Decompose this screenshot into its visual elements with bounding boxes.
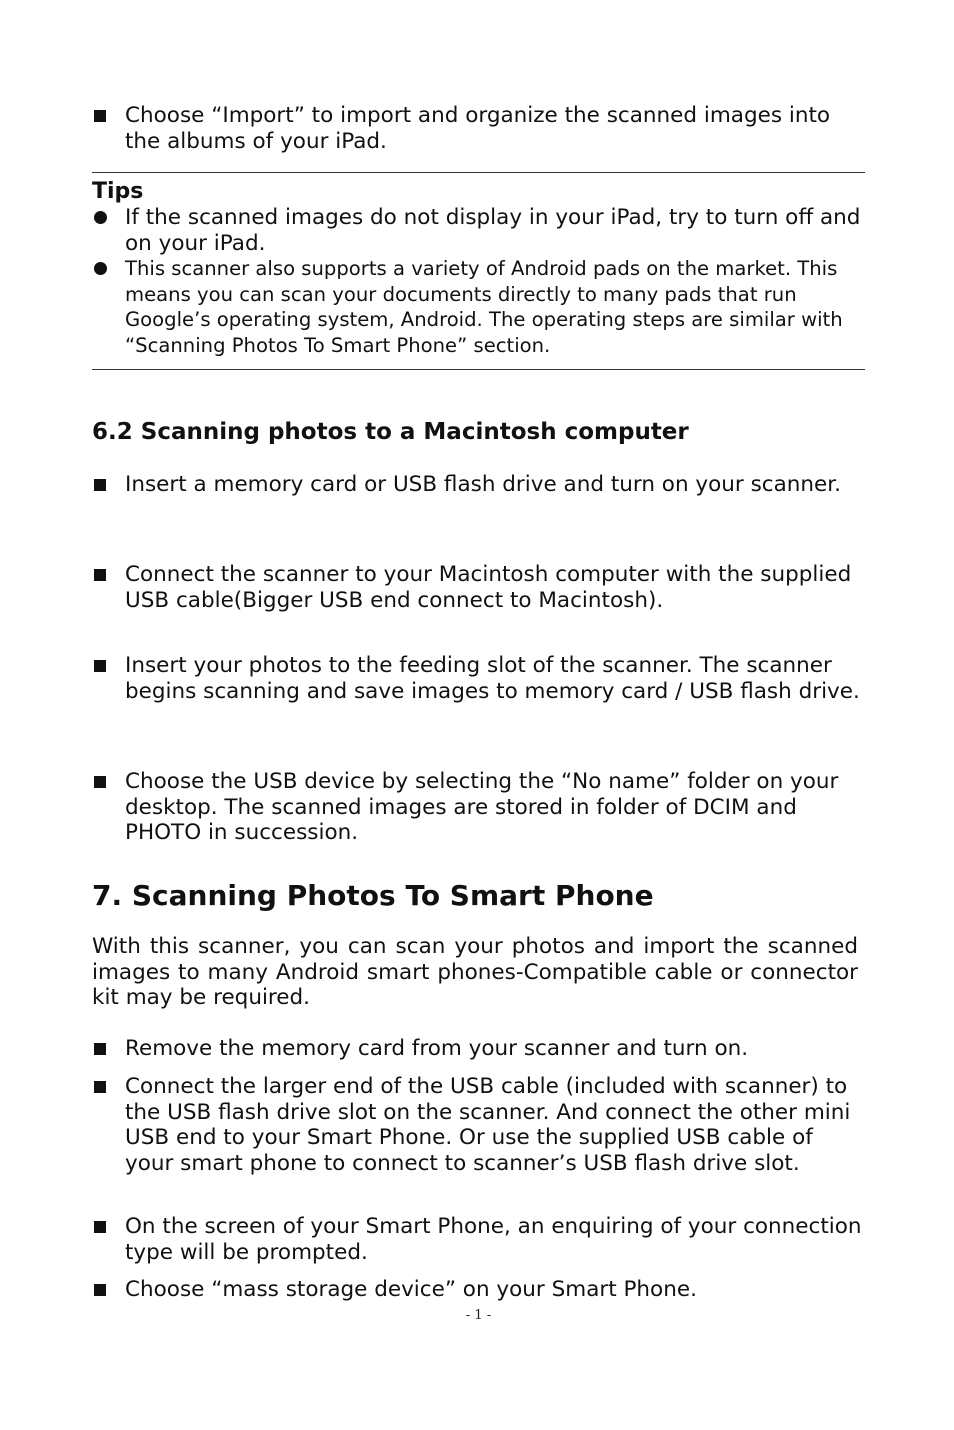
list-item-text: Insert your photos to the feeding slot of the scanner. The scanner begins scanning and save images to memory card / USB flash drive.: [125, 653, 860, 704]
list-item-text: Remove the memory card from your scanner and turn on.: [125, 1036, 749, 1061]
list-item-import: [92, 103, 865, 154]
list-item: [92, 472, 865, 498]
list-item: [92, 769, 865, 846]
document-page: [92, 0, 865, 1430]
square-bullet-icon: [94, 776, 106, 788]
tips-box: [92, 172, 865, 370]
list-item-text: Choose the USB device by selecting the “No name” folder on your desktop. The scanned images are stored in folder of DCIM and PHOTO in succession.: [125, 769, 839, 845]
list-item-text: Choose “mass storage device” on your Smart Phone.: [125, 1277, 697, 1302]
list-item: [92, 1036, 865, 1062]
list-item: [92, 1277, 865, 1303]
list-item-text: On the screen of your Smart Phone, an enquiring of your connection type will be prompted.: [125, 1214, 862, 1265]
section-heading: 6.2 Scanning photos to a Macintosh computer: [92, 419, 689, 445]
list-item-text: Connect the larger end of the USB cable (included with scanner) to the USB flash drive slot on the scanner. And connect the other mini USB end to your Smart Phone. Or use the supplied USB cable of your smart phone to connect to scanner’s USB flash drive slot.: [125, 1074, 851, 1176]
square-bullet-icon: [94, 1284, 106, 1296]
square-bullet-icon: [94, 1043, 106, 1055]
page-number: - 1 -: [465, 1308, 492, 1323]
list-item: [92, 1214, 865, 1265]
list-item: [92, 562, 865, 613]
list-item-text: Connect the scanner to your Macintosh computer with the supplied USB cable(Bigger USB end connect to Macintosh).: [125, 562, 852, 613]
tip-item: [92, 205, 865, 256]
list-item: [92, 1074, 865, 1176]
round-bullet-icon: [94, 211, 107, 224]
chapter-intro: With this scanner, you can scan your photos and import the scanned images to many Android smart phones-Compatible cable or connector kit may be required.: [92, 934, 858, 1010]
square-bullet-icon: [94, 1081, 106, 1093]
tip-item: [92, 256, 865, 358]
square-bullet-icon: [94, 479, 106, 491]
tip-text: This scanner also supports a variety of Android pads on the market. This means you can scan your documents directly to many pads that run Google’s operating system, Android. The operating steps are similar with “Scanning Photos To Smart Phone” section.: [125, 257, 843, 357]
list-item: [92, 653, 865, 704]
chapter-heading: 7. Scanning Photos To Smart Phone: [92, 879, 654, 912]
square-bullet-icon: [94, 1221, 106, 1233]
square-bullet-icon: [94, 569, 106, 581]
list-item-text: Insert a memory card or USB flash drive and turn on your scanner.: [125, 472, 841, 497]
tip-text: If the scanned images do not display in your iPad, try to turn off and on your iPad.: [125, 205, 861, 256]
square-bullet-icon: [94, 660, 106, 672]
square-bullet-icon: [94, 110, 106, 122]
round-bullet-icon: [94, 262, 107, 275]
tips-title: Tips: [92, 179, 144, 204]
list-item-text: Choose “Import” to import and organize the scanned images into the albums of your iPad.: [125, 103, 831, 154]
